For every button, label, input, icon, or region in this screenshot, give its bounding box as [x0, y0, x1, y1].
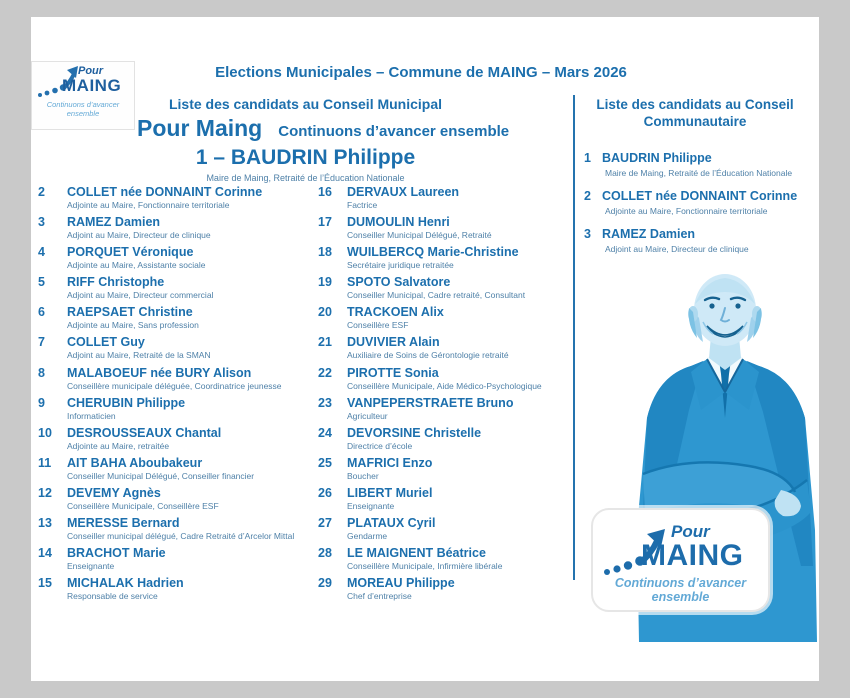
candidate-entry — [318, 456, 574, 486]
candidate-role: Adjointe au Maire, Fonctionnaire territoriale — [67, 200, 230, 210]
communautaire-candidate-entry — [584, 189, 814, 216]
candidate-name: MALABOEUF née BURY Alison — [67, 365, 252, 380]
candidate-number: 9 — [38, 395, 45, 410]
candidate-name: COLLET née DONNAINT Corinne — [602, 189, 798, 203]
candidate-name: WUILBERCQ Marie-Christine — [347, 245, 519, 260]
candidate-role: Adjoint au Maire, Retraité de la SMAN — [67, 350, 211, 361]
candidate-name: DEVORSINE Christelle — [347, 425, 482, 440]
candidate-name: MERESSE Bernard — [67, 516, 180, 531]
communautaire-heading: Liste des candidats au Conseil Communautaire — [596, 97, 794, 129]
communautaire-candidates-list — [584, 151, 814, 265]
candidate-number: 17 — [318, 215, 332, 230]
candidate-role: Responsable de service — [67, 591, 158, 602]
municipal-candidates-column-left — [38, 185, 314, 606]
candidate-entry — [38, 335, 314, 365]
candidate-name: TRACKOEN Alix — [347, 305, 444, 320]
slogan-name: Pour Maing — [137, 115, 263, 141]
candidate-number: 6 — [38, 305, 45, 320]
candidate-name: DUVIVIER Alain — [347, 335, 440, 350]
candidate-role: Conseiller Municipal Délégué, Conseiller financier — [67, 470, 255, 481]
candidate-entry — [38, 366, 314, 396]
slogan-row — [137, 115, 607, 142]
municipal-candidates-column-middle — [318, 185, 574, 606]
candidate-number: 2 — [38, 185, 45, 199]
candidate-number: 23 — [318, 395, 332, 410]
candidate-number: 26 — [318, 485, 332, 500]
candidate-role: Enseignante — [347, 500, 395, 511]
slogan-tagline: Continuons d’avancer ensemble — [278, 123, 510, 140]
candidate-name: COLLET née DONNAINT Corinne — [67, 185, 263, 199]
candidate-name: BRACHOT Marie — [67, 546, 166, 561]
candidate-role: Factrice — [347, 200, 378, 210]
candidate-entry — [38, 185, 314, 215]
candidate-name: PLATAUX Cyril — [347, 516, 436, 531]
candidate-name: MOREAU Philippe — [347, 576, 455, 591]
communautaire-candidate-entry — [584, 151, 814, 178]
candidate-entry — [318, 275, 574, 305]
candidate-number: 12 — [38, 485, 52, 500]
candidate-number: 5 — [38, 275, 45, 290]
candidate-role: Adjointe au Maire, Sans profession — [67, 320, 199, 331]
candidate-entry — [38, 275, 314, 305]
candidate-number: 13 — [38, 516, 52, 531]
candidate-role: Adjoint au Maire, Directeur de clinique — [67, 230, 211, 241]
candidate-name: LIBERT Muriel — [347, 485, 433, 500]
candidate-number: 20 — [318, 305, 332, 320]
candidate-role: Conseillère Municipale, Conseillère ESF — [67, 500, 219, 511]
candidate-entry — [318, 516, 574, 546]
candidate-role: Maire de Maing, Retraité de l’Éducation Nationale — [605, 168, 793, 178]
candidate-entry — [318, 185, 574, 215]
candidate-entry — [38, 245, 314, 275]
candidate-number: 19 — [318, 275, 332, 290]
candidate-role: Gendarme — [347, 531, 388, 542]
candidate-name: RAMEZ Damien — [602, 227, 696, 241]
candidate-role: Adjointe au Maire, retraitée — [67, 440, 170, 451]
candidate-role: Informaticien — [67, 410, 116, 421]
candidate-entry — [38, 396, 314, 426]
candidate-number: 24 — [318, 425, 332, 440]
candidate-entry — [38, 546, 314, 576]
candidate-number: 21 — [318, 335, 332, 350]
candidate-role: Directrice d’école — [347, 440, 413, 451]
lead-candidate-name: 1 – BAUDRIN Philippe — [195, 146, 416, 169]
candidate-number: 11 — [38, 455, 52, 470]
candidate-role: Auxiliaire de Soins de Gérontologie retraité — [347, 350, 509, 361]
candidate-role: Conseiller Municipal, Cadre retraité, Consultant — [347, 290, 526, 301]
candidate-number: 16 — [318, 185, 332, 199]
candidate-role: Conseiller Municipal Délégué, Retraité — [347, 230, 492, 241]
candidate-name: DEVEMY Agnès — [67, 485, 161, 500]
logo-tagline-line2: ensemble — [651, 590, 710, 604]
candidate-entry — [318, 396, 574, 426]
candidate-number: 18 — [318, 245, 332, 260]
candidate-entry — [318, 576, 574, 606]
candidate-entry — [318, 426, 574, 456]
candidate-role: Conseiller municipal délégué, Cadre Retraité d’Arcelor Mittal — [67, 531, 295, 542]
candidate-number: 22 — [318, 365, 332, 380]
flyer-page — [31, 17, 819, 681]
candidate-number: 3 — [584, 227, 591, 241]
candidate-number: 15 — [38, 576, 52, 591]
candidate-name: COLLET Guy — [67, 335, 145, 350]
candidate-role: Adjoint au Maire, Directeur commercial — [67, 290, 214, 301]
page-title: Elections Municipales – Commune de MAING – Mars 2026 — [215, 64, 627, 81]
candidate-entry — [38, 486, 314, 516]
candidate-role: Conseillère municipale déléguée, Coordinatrice jeunesse — [67, 380, 282, 391]
candidate-number: 8 — [38, 365, 45, 380]
candidate-entry — [38, 576, 314, 606]
candidate-role: Adjointe au Maire, Assistante sociale — [67, 260, 206, 271]
candidate-name: BAUDRIN Philippe — [602, 151, 712, 165]
candidate-name: RAMEZ Damien — [67, 215, 161, 230]
candidate-name: DUMOULIN Henri — [347, 215, 450, 230]
candidate-name: PORQUET Véronique — [67, 245, 194, 260]
candidate-entry — [318, 486, 574, 516]
candidate-entry — [318, 366, 574, 396]
candidate-role: Agriculteur — [347, 410, 388, 421]
logo-pour-text: Pour — [78, 65, 104, 77]
candidate-number: 1 — [584, 151, 591, 165]
candidate-entry — [38, 516, 314, 546]
candidate-role: Adjointe au Maire, Fonctionnaire territoriale — [605, 206, 768, 216]
logo-pour-text: Pour — [671, 522, 710, 541]
candidate-entry — [38, 426, 314, 456]
candidate-number: 3 — [38, 215, 45, 230]
candidate-role: Secrétaire juridique retraitée — [347, 260, 454, 271]
candidate-number: 4 — [38, 245, 45, 260]
candidate-entry — [318, 305, 574, 335]
candidate-number: 7 — [38, 335, 45, 350]
campaign-logo-large — [591, 508, 770, 612]
candidate-name: LE MAIGNENT Béatrice — [347, 546, 486, 561]
logo-tagline — [593, 576, 768, 604]
candidate-name: MICHALAK Hadrien — [67, 576, 184, 591]
candidate-number: 14 — [38, 546, 52, 561]
candidate-name: PIROTTE Sonia — [347, 365, 439, 380]
candidate-entry — [318, 546, 574, 576]
candidate-role: Conseillère Municipale, Aide Médico-Psychologique — [347, 380, 542, 391]
candidate-number: 10 — [38, 425, 52, 440]
candidate-role: Conseillère Municipale, Infirmière libérale — [347, 561, 503, 572]
communautaire-candidate-entry — [584, 227, 814, 254]
candidate-role: Boucher — [347, 470, 379, 481]
candidate-role: Enseignante — [67, 561, 115, 572]
candidate-number: 2 — [584, 189, 591, 203]
candidate-number: 29 — [318, 576, 332, 591]
candidate-name: DESROUSSEAUX Chantal — [67, 425, 222, 440]
logo-maing-text: MAING — [641, 539, 744, 572]
candidate-number: 28 — [318, 546, 332, 561]
candidate-name: RAEPSAET Christine — [67, 305, 193, 320]
candidate-name: DERVAUX Laureen — [347, 185, 460, 199]
candidate-name: AIT BAHA Aboubakeur — [67, 455, 203, 470]
candidate-role: Adjoint au Maire, Directeur de clinique — [605, 244, 749, 254]
candidate-number: 25 — [318, 455, 332, 470]
candidate-name: VANPEPERSTRAETE Bruno — [347, 395, 514, 410]
candidate-entry — [38, 215, 314, 245]
candidate-entry — [318, 335, 574, 365]
candidate-entry — [318, 215, 574, 245]
candidate-entry — [38, 456, 314, 486]
logo-tagline-line1: Continuons d’avancer — [614, 576, 747, 590]
lead-candidate-role: Maire de Maing, Retraité de l’Éducation Nationale — [206, 173, 405, 183]
candidate-name: RIFF Christophe — [67, 275, 165, 290]
candidate-entry — [318, 245, 574, 275]
logo-maing-text: MAING — [62, 76, 122, 95]
logo-tagline-line2: ensemble — [66, 109, 100, 118]
candidate-number: 27 — [318, 516, 332, 531]
candidate-name: SPOTO Salvatore — [347, 275, 451, 290]
candidate-role: Conseillère ESF — [347, 320, 409, 331]
candidate-entry — [38, 305, 314, 335]
candidate-name: MAFRICI Enzo — [347, 455, 433, 470]
vertical-divider — [573, 95, 575, 580]
municipal-list-heading: Liste des candidats au Conseil Municipal — [168, 96, 443, 112]
candidate-role: Chef d’entreprise — [347, 591, 412, 602]
logo-tagline-line1: Continuons d’avancer — [46, 100, 120, 109]
candidate-name: CHERUBIN Philippe — [67, 395, 186, 410]
